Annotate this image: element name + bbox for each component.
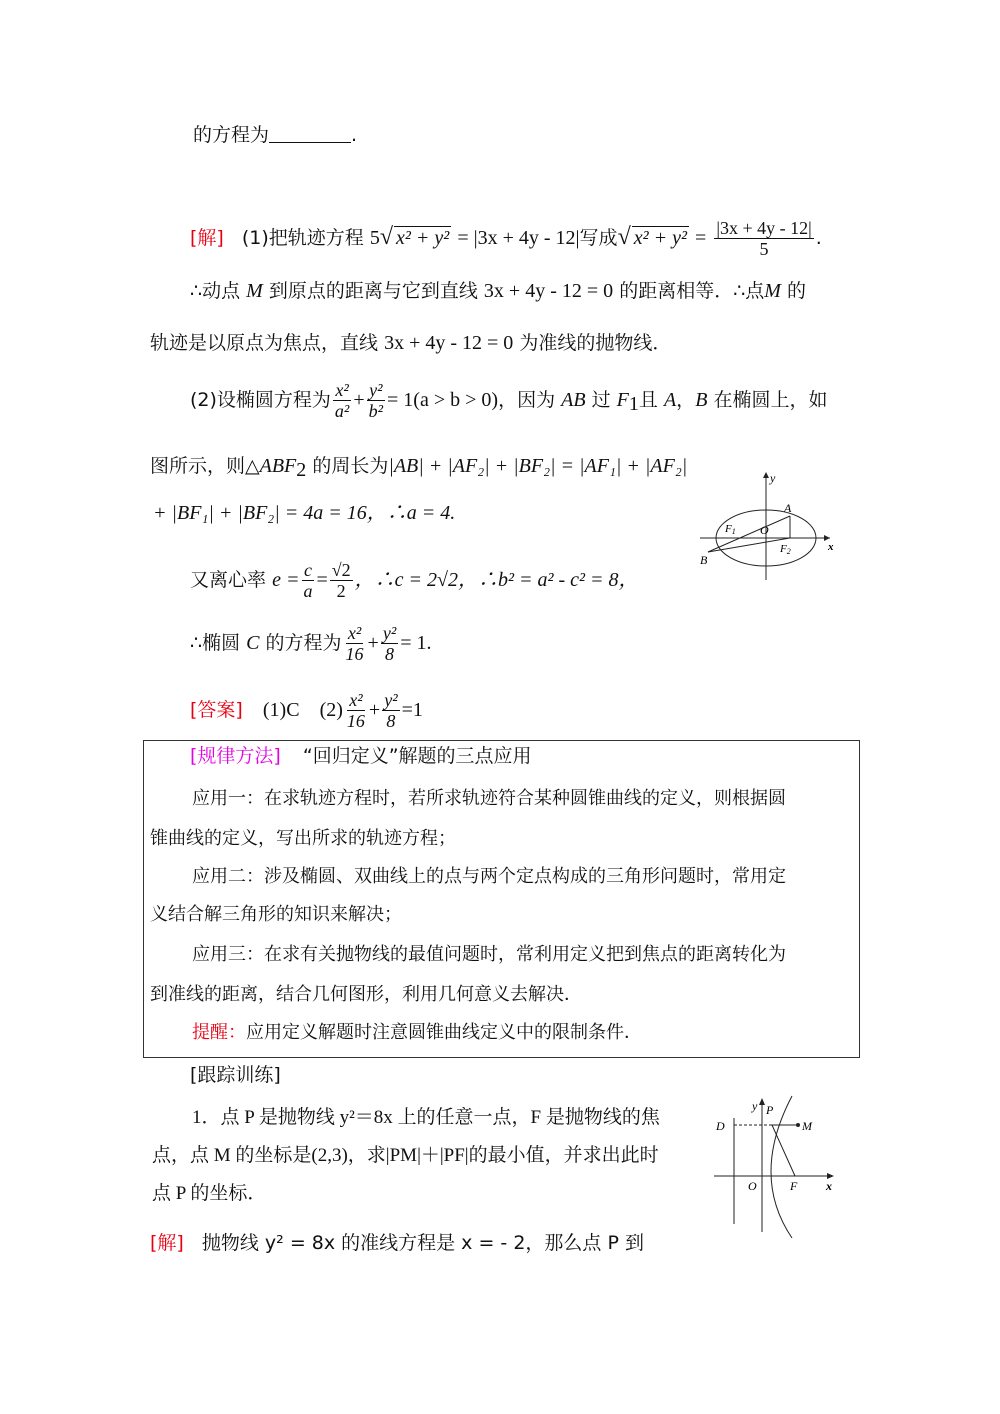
question-1-line-1: 1．点 P 是抛物线 y²＝8x 上的任意一点，F 是抛物线的焦 (192, 1107, 660, 1128)
written-as-text: 写成 (579, 227, 618, 249)
point-B: B (695, 389, 708, 411)
segment-PF (772, 1125, 795, 1176)
numerator: y² (382, 623, 397, 643)
focus-F1: F (616, 389, 629, 411)
fraction (367, 380, 385, 421)
paragraph-3 (150, 330, 671, 356)
numerator: x² (335, 380, 349, 400)
fraction (330, 560, 353, 601)
training-solution (150, 1230, 644, 1256)
numerator: x² (349, 690, 363, 710)
method-tag: [规律方法] (190, 745, 281, 767)
comma: ， (676, 389, 696, 411)
denominator: 16 (345, 644, 364, 664)
solution-text: 抛物线 y² = 8x 的准线方程是 x = - 2，那么点 P 到 (201, 1232, 644, 1254)
paragraph-6 (153, 500, 455, 526)
sqrt-symbol: √ (617, 224, 631, 250)
method-heading (190, 743, 532, 769)
paragraph-5 (150, 453, 687, 479)
question-1-line-3: 点 P 的坐标． (152, 1183, 267, 1204)
radicand: x² + y² (633, 227, 687, 249)
text: 且 (638, 389, 658, 411)
label-y: y (770, 471, 776, 485)
equation-end: = 1. (400, 632, 432, 654)
reminder-tag: 提醒： (192, 1022, 246, 1043)
label-F1: F1 (725, 523, 736, 536)
answer-line (190, 690, 423, 731)
fraction (344, 623, 366, 664)
equation-rhs: = |3x + 4y - 12| (457, 227, 580, 249)
point-A: A (663, 389, 677, 411)
fraction (301, 560, 314, 601)
radicand: x² + y² (396, 227, 450, 249)
y-axis-arrow-icon (759, 1098, 765, 1105)
parabola-curve (771, 1096, 792, 1238)
point-M (796, 1123, 800, 1127)
denominator: 8 (386, 711, 396, 731)
y-axis-arrow-icon (763, 472, 769, 478)
label-y: y (752, 1099, 758, 1113)
label-F2: F2 (780, 543, 791, 556)
line-equation: 3x + 4y - 12 = 0 (483, 280, 614, 302)
label-M: M (802, 1119, 812, 1133)
text: 图所示，则△ (150, 455, 260, 477)
denominator: b² (368, 401, 384, 421)
text: ，∴c = 2√2，∴b² = a² - c² = 8， (354, 569, 639, 591)
text: (2)设椭圆方程为 (190, 389, 331, 411)
text: 的方程为 (265, 632, 342, 654)
label-F: F (790, 1179, 798, 1193)
subscript: 1 (628, 393, 639, 415)
reminder-text: 应用定义解题时注意圆锥曲线定义中的限制条件． (246, 1022, 642, 1043)
answer-part1: (1)C (262, 699, 300, 721)
fraction (333, 380, 351, 421)
ellipse-figure (698, 468, 838, 580)
label-O: O (760, 523, 769, 537)
label-O: O (748, 1179, 757, 1193)
equation-end: =1 (401, 699, 423, 721)
text: 轨迹是以原点为焦点，直线 (150, 332, 379, 354)
numerator: y² (369, 380, 383, 400)
question-1-line-2: 点，点 M 的坐标是(2,3)，求|PM|＋|PF|的最小值，并求出此时 (152, 1145, 659, 1166)
paragraph-7 (190, 560, 638, 601)
label-D: D (716, 1119, 725, 1133)
text: ∴椭圆 (190, 632, 241, 654)
text: 到原点的距离与它到直线 (268, 280, 478, 302)
text: 的周长为 (312, 455, 389, 477)
fraction (382, 690, 399, 731)
solution-label: (1)把轨迹方程 (241, 227, 364, 249)
text: 又离心率 (190, 569, 267, 591)
eccentricity: e = (272, 569, 300, 591)
application-3-line-2: 到准线的距离，结合几何图形，利用几何意义去解决． (150, 984, 582, 1005)
condition: = 1(a > b > 0) (387, 389, 499, 411)
denominator: 16 (346, 711, 365, 731)
coefficient: 5 (369, 227, 380, 249)
label-P: P (766, 1103, 774, 1117)
variable-M: M (764, 280, 781, 302)
numerator: c (303, 560, 312, 580)
question-tail (193, 122, 357, 148)
subscript: 2 (296, 459, 307, 481)
fraction (381, 623, 398, 664)
fraction (345, 690, 367, 731)
text: 的 (787, 280, 807, 302)
denominator: 8 (385, 644, 395, 664)
line-equation: 3x + 4y - 12 = 0 (384, 332, 514, 354)
text: 在椭圆上，如 (713, 389, 828, 411)
sqrt-symbol: √ (379, 224, 394, 250)
answer-part2: (2) (319, 699, 343, 721)
method-title: “回归定义”解题的三点应用 (302, 745, 532, 767)
segment-BF2 (708, 538, 790, 552)
triangle: ABF (259, 455, 297, 477)
solution-part1: [解] (1)把轨迹方程 5√ x² + y² = |3x + 4y - 12|写成√ x² + y² = $\frac{|3x + 4y - 12|}{5}$ . (190, 218, 822, 259)
numerator: x² (347, 623, 362, 643)
application-2-line-2: 义结合解三角形的知识来解决； (150, 904, 402, 925)
segment-AB: AB (561, 389, 586, 411)
answer-blank (269, 126, 351, 143)
application-1-line-1: 应用一：在求轨迹方程时，若所求轨迹符合某种圆锥曲线的定义，则根据圆 (192, 788, 786, 809)
plus: + (368, 699, 381, 721)
text: 的距离相等．∴点 (619, 280, 765, 302)
text: ∴动点 (190, 280, 241, 302)
fraction-denominator: 5 (759, 239, 769, 259)
paragraph-4 (190, 380, 827, 421)
label-B: B (700, 553, 708, 567)
numerator: √2 (331, 560, 351, 580)
text: ，因为 (498, 389, 556, 411)
period: . (351, 124, 358, 146)
denominator: a (303, 581, 313, 601)
text: 过 (591, 389, 611, 411)
fraction-numerator: |3x + 4y - 12| (716, 218, 812, 238)
question-text: 的方程为 (193, 124, 270, 146)
paragraph-8 (190, 623, 432, 664)
text: 为准线的抛物线． (519, 332, 672, 354)
label-A: A (784, 501, 792, 515)
training-header: [跟踪训练] (190, 1064, 281, 1086)
application-2-line-1: 应用二：涉及椭圆、双曲线上的点与两个定点构成的三角形问题时，常用定 (192, 866, 786, 887)
perimeter-expression: |AB| + |AF₂| + |BF₂| = |AF₁| + |AF₂| (388, 455, 688, 477)
period: . (815, 227, 822, 249)
label-x: x (828, 541, 834, 553)
application-1-line-2: 锥曲线的定义，写出所求的轨迹方程； (150, 828, 456, 849)
parabola-figure (710, 1092, 840, 1242)
plus: + (353, 389, 365, 411)
variable-M: M (246, 280, 263, 302)
denominator: a² (334, 401, 350, 421)
application-3-line-1: 应用三：在求有关抛物线的最值问题时，常利用定义把到焦点的距离转化为 (192, 944, 786, 965)
label-x: x (826, 1179, 832, 1193)
denominator: 2 (336, 581, 346, 601)
perimeter-result: + |BF₁| + |BF₂| = 4a = 16，∴a = 4. (153, 502, 456, 524)
answer-tag: [答案] (190, 699, 243, 721)
paragraph-2 (190, 278, 806, 304)
numerator: y² (384, 690, 398, 710)
plus: + (367, 632, 379, 654)
equals: = (316, 569, 328, 591)
reminder-line (192, 1018, 642, 1044)
solution-tag: [解] (150, 1232, 184, 1254)
ellipse-C: C (246, 632, 260, 654)
fraction (714, 218, 813, 259)
segment-BA (708, 516, 790, 552)
solution-tag: [解] (190, 227, 224, 249)
